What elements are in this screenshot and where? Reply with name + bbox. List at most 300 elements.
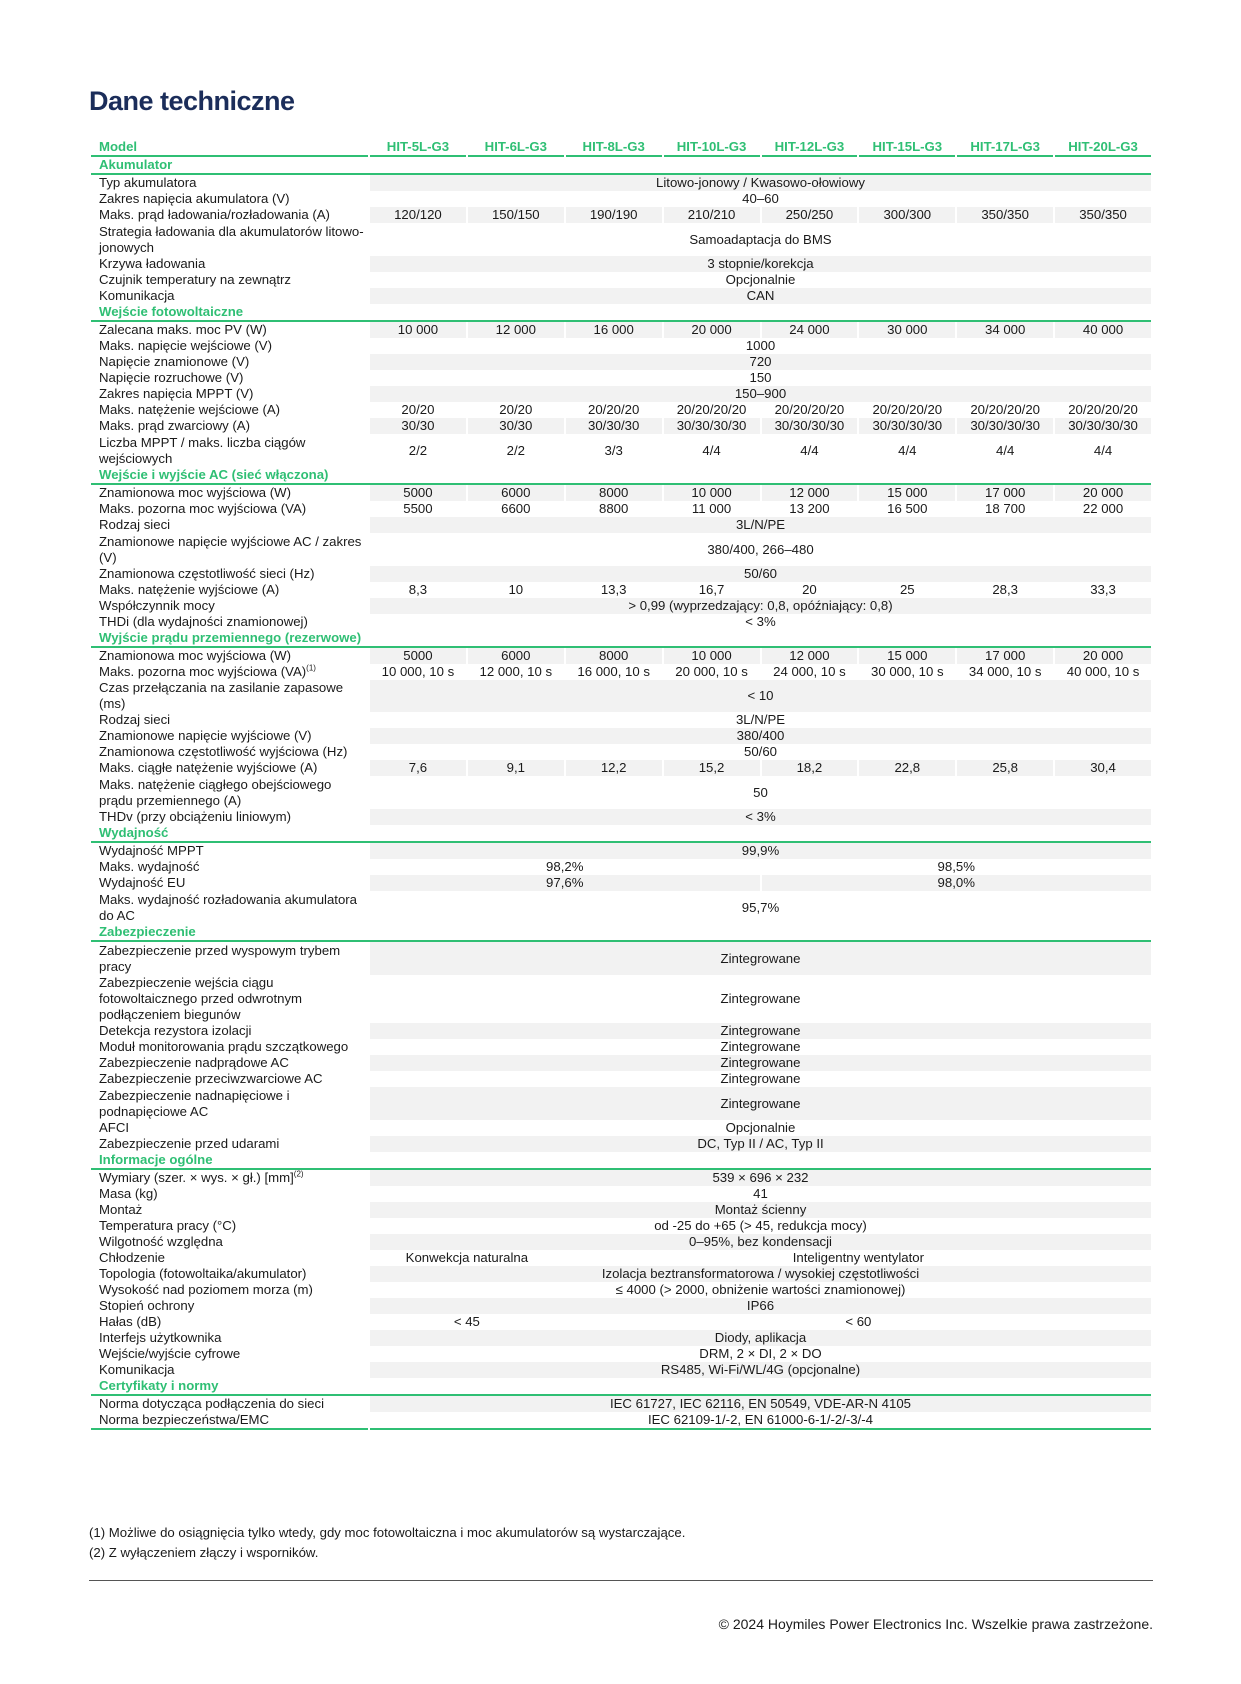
value-cell: 18 700 bbox=[957, 501, 1053, 517]
value-cell: 4/4 bbox=[957, 434, 1053, 467]
value-cell: 16 000 bbox=[566, 322, 662, 338]
value-cell: 20/20/20/20 bbox=[664, 402, 760, 418]
row-label-text: Maks. ciągłe natężenie wyjściowe (A) bbox=[99, 760, 318, 775]
row-label-text: Krzywa ładowania bbox=[99, 256, 206, 271]
value-cell: 12,2 bbox=[566, 760, 662, 776]
table-row bbox=[91, 256, 1151, 272]
value-cell: Zintegrowane bbox=[370, 975, 1151, 1023]
value-cell: 22 000 bbox=[1055, 501, 1151, 517]
row-label bbox=[91, 175, 368, 191]
value-cell: 34 000, 10 s bbox=[957, 664, 1053, 680]
row-label bbox=[91, 517, 368, 533]
value-cell: 8000 bbox=[566, 485, 662, 501]
value-cell: 350/350 bbox=[1055, 207, 1151, 223]
row-label-text: Maks. pozorna moc wyjściowa (VA) bbox=[99, 664, 307, 679]
value-cell: 98,5% bbox=[762, 859, 1152, 875]
value-cell: < 45 bbox=[370, 1314, 564, 1330]
row-label-text: Temperatura pracy (°C) bbox=[99, 1218, 237, 1233]
row-label-text: Norma dotycząca podłączenia do sieci bbox=[99, 1396, 325, 1411]
value-cell: 40 000 bbox=[1055, 322, 1151, 338]
value-cell: 24 000 bbox=[762, 322, 858, 338]
footnote: (1) Możliwe do osiągnięcia tylko wtedy, gdy moc fotowoltaiczna i moc akumulatorów są wystarczające. bbox=[89, 1525, 686, 1540]
row-label bbox=[91, 272, 368, 288]
row-label-text: Znamionowe napięcie wyjściowe (V) bbox=[99, 728, 312, 743]
value-cell: 30/30/30/30 bbox=[957, 418, 1053, 434]
value-cell: 15 000 bbox=[859, 485, 955, 501]
table-row bbox=[91, 338, 1151, 354]
value-cell: 720 bbox=[370, 354, 1151, 370]
row-label-text: Strategia ładowania dla akumulatorów litowo-jonowych bbox=[99, 223, 364, 255]
value-cell: CAN bbox=[370, 288, 1151, 304]
value-cell: > 0,99 (wyprzedzający: 0,8, opóźniający: 0,8) bbox=[370, 598, 1151, 614]
table-row bbox=[91, 370, 1151, 386]
row-label bbox=[91, 386, 368, 402]
value-cell: 539 × 696 × 232 bbox=[370, 1170, 1151, 1186]
value-cell: 3/3 bbox=[566, 434, 662, 467]
row-label bbox=[91, 1055, 368, 1071]
value-cell: 17 000 bbox=[957, 648, 1053, 664]
row-label bbox=[91, 760, 368, 776]
value-cell: 8000 bbox=[566, 648, 662, 664]
section-title: Wydajność bbox=[91, 825, 1151, 843]
value-cell: 13 200 bbox=[762, 501, 858, 517]
row-label bbox=[91, 354, 368, 370]
row-label-text: Moduł monitorowania prądu szczątkowego bbox=[99, 1039, 349, 1054]
row-label bbox=[91, 533, 368, 566]
value-cell: Zintegrowane bbox=[370, 1087, 1151, 1120]
row-label bbox=[91, 402, 368, 418]
table-row bbox=[91, 1346, 1151, 1362]
model-name: HIT-12L-G3 bbox=[762, 138, 858, 157]
value-cell: 5500 bbox=[370, 501, 466, 517]
value-cell: 16 000, 10 s bbox=[566, 664, 662, 680]
row-label bbox=[91, 942, 368, 975]
row-label bbox=[91, 648, 368, 664]
row-label-text: Zabezpieczenie przed wyspowym trybem pracy bbox=[99, 942, 341, 974]
value-cell: DRM, 2 × DI, 2 × DO bbox=[370, 1346, 1151, 1362]
value-cell: 9,1 bbox=[468, 760, 564, 776]
value-cell: 4/4 bbox=[1055, 434, 1151, 467]
section-title: Wyjście prądu przemiennego (rezerwowe) bbox=[91, 630, 1151, 648]
value-cell: 95,7% bbox=[370, 891, 1151, 924]
section-header-row bbox=[91, 1378, 1151, 1396]
value-cell: IEC 62109-1/-2, EN 61000-6-1/-2/-3/-4 bbox=[370, 1412, 1151, 1430]
value-cell: 350/350 bbox=[957, 207, 1053, 223]
value-cell: 2/2 bbox=[468, 434, 564, 467]
value-cell: RS485, Wi-Fi/WL/4G (opcjonalne) bbox=[370, 1362, 1151, 1378]
section-title: Certyfikaty i normy bbox=[91, 1378, 1151, 1396]
value-cell: 2/2 bbox=[370, 434, 466, 467]
value-cell: 30/30 bbox=[370, 418, 466, 434]
footnote-marker: (1) bbox=[306, 663, 316, 673]
row-label-text: Liczba MPPT / maks. liczba ciągów wejściowych bbox=[99, 434, 306, 466]
footnote-marker: (2) bbox=[293, 1169, 304, 1179]
row-label bbox=[91, 1039, 368, 1055]
row-label-text: Hałas (dB) bbox=[99, 1314, 162, 1329]
value-cell: 16 500 bbox=[859, 501, 955, 517]
row-label-text: Napięcie znamionowe (V) bbox=[99, 354, 250, 369]
value-cell: 12 000, 10 s bbox=[468, 664, 564, 680]
value-cell: < 3% bbox=[370, 809, 1151, 825]
section-title: Wejście fotowoltaiczne bbox=[91, 304, 1151, 322]
row-label bbox=[91, 975, 368, 1023]
value-cell: 40–60 bbox=[370, 191, 1151, 207]
table-row bbox=[91, 1202, 1151, 1218]
value-cell: 25,8 bbox=[957, 760, 1053, 776]
copyright-footer: © 2024 Hoymiles Power Electronics Inc. Wszelkie prawa zastrzeżone. bbox=[718, 1616, 1153, 1632]
section-title: Informacje ogólne bbox=[91, 1152, 1151, 1170]
table-row bbox=[91, 402, 1151, 418]
row-label-text: Topologia (fotowoltaika/akumulator) bbox=[99, 1266, 307, 1281]
row-label-text: Norma bezpieczeństwa/EMC bbox=[99, 1412, 270, 1427]
section-header-row bbox=[91, 630, 1151, 648]
row-label bbox=[91, 1330, 368, 1346]
value-cell: Opcjonalnie bbox=[370, 272, 1151, 288]
table-row bbox=[91, 598, 1151, 614]
value-cell: 10 000 bbox=[664, 485, 760, 501]
value-cell: 50/60 bbox=[370, 744, 1151, 760]
table-row bbox=[91, 207, 1151, 223]
footnotes bbox=[89, 1523, 685, 1563]
value-cell: IEC 61727, IEC 62116, EN 50549, VDE-AR-N 4105 bbox=[370, 1396, 1151, 1412]
row-label-text: Zabezpieczenie nadprądowe AC bbox=[99, 1055, 289, 1070]
value-cell: Inteligentny wentylator bbox=[566, 1250, 1151, 1266]
value-cell: Samoadaptacja do BMS bbox=[370, 223, 1151, 256]
row-label bbox=[91, 370, 368, 386]
section-title: Akumulator bbox=[91, 157, 1151, 175]
value-cell: Konwekcja naturalna bbox=[370, 1250, 564, 1266]
table-row bbox=[91, 533, 1151, 566]
table-row bbox=[91, 614, 1151, 630]
row-label bbox=[91, 256, 368, 272]
row-label bbox=[91, 1412, 368, 1430]
row-label-text: Znamionowa moc wyjściowa (W) bbox=[99, 648, 291, 663]
value-cell: 30 000 bbox=[859, 322, 955, 338]
row-label bbox=[91, 1314, 368, 1330]
row-label-text: Czas przełączania na zasilanie zapasowe (ms) bbox=[99, 680, 344, 711]
row-label bbox=[91, 582, 368, 598]
row-label-text: Znamionowe napięcie wyjściowe AC / zakres (V) bbox=[99, 533, 362, 565]
row-label-text: Komunikacja bbox=[99, 288, 175, 303]
value-cell: 6600 bbox=[468, 501, 564, 517]
footnote: (2) Z wyłączeniem złączy i wsporników. bbox=[89, 1545, 319, 1560]
row-label-text: THDi (dla wydajności znamionowej) bbox=[99, 614, 308, 629]
row-label-text: Znamionowa częstotliwość sieci (Hz) bbox=[99, 566, 315, 581]
table-row bbox=[91, 1039, 1151, 1055]
row-label bbox=[91, 1396, 368, 1412]
table-row bbox=[91, 1055, 1151, 1071]
value-cell: 380/400 bbox=[370, 728, 1151, 744]
value-cell: 98,0% bbox=[762, 875, 1152, 891]
table-row bbox=[91, 664, 1151, 680]
table-row bbox=[91, 566, 1151, 582]
value-cell: 20 bbox=[762, 582, 858, 598]
row-label bbox=[91, 1282, 368, 1298]
value-cell: 10 000 bbox=[370, 322, 466, 338]
row-label-text: Zabezpieczenie wejścia ciągu fotowoltaicznego przed odwrotnym podłączeniem biegunów bbox=[99, 975, 303, 1022]
table-row bbox=[91, 354, 1151, 370]
row-label bbox=[91, 614, 368, 630]
row-label bbox=[91, 566, 368, 582]
row-label bbox=[91, 1087, 368, 1120]
row-label bbox=[91, 418, 368, 434]
value-cell: 28,3 bbox=[957, 582, 1053, 598]
section-title: Wejście i wyjście AC (sieć włączona) bbox=[91, 467, 1151, 485]
section-title: Zabezpieczenie bbox=[91, 924, 1151, 942]
row-label bbox=[91, 501, 368, 517]
row-label bbox=[91, 744, 368, 760]
value-cell: 380/400, 266–480 bbox=[370, 533, 1151, 566]
value-cell: 50/60 bbox=[370, 566, 1151, 582]
value-cell: 20/20/20/20 bbox=[957, 402, 1053, 418]
row-label-text: Interfejs użytkownika bbox=[99, 1330, 222, 1345]
value-cell: 10 000 bbox=[664, 648, 760, 664]
row-label-text: Wilgotność względna bbox=[99, 1234, 223, 1249]
table-row bbox=[91, 582, 1151, 598]
row-label bbox=[91, 843, 368, 859]
value-cell: 250/250 bbox=[762, 207, 858, 223]
value-cell: 20 000 bbox=[1055, 485, 1151, 501]
value-cell: 4/4 bbox=[664, 434, 760, 467]
value-cell: 10 000, 10 s bbox=[370, 664, 466, 680]
table-row bbox=[91, 1186, 1151, 1202]
row-label bbox=[91, 1071, 368, 1087]
table-row bbox=[91, 843, 1151, 859]
row-label bbox=[91, 1120, 368, 1136]
row-label-text: Maks. napięcie wejściowe (V) bbox=[99, 338, 272, 353]
row-label bbox=[91, 859, 368, 875]
row-label-text: THDv (przy obciążeniu liniowym) bbox=[99, 809, 291, 824]
table-row bbox=[91, 1087, 1151, 1120]
value-cell: Opcjonalnie bbox=[370, 1120, 1151, 1136]
row-label bbox=[91, 1298, 368, 1314]
table-row bbox=[91, 1136, 1151, 1152]
table-row bbox=[91, 1330, 1151, 1346]
value-cell: 120/120 bbox=[370, 207, 466, 223]
value-cell: Zintegrowane bbox=[370, 942, 1151, 975]
row-label-text: AFCI bbox=[99, 1120, 130, 1135]
value-cell: 50 bbox=[370, 776, 1151, 809]
value-cell: 300/300 bbox=[859, 207, 955, 223]
table-row bbox=[91, 680, 1151, 712]
row-label-text: Rodzaj sieci bbox=[99, 517, 171, 532]
value-cell: Diody, aplikacja bbox=[370, 1330, 1151, 1346]
table-row bbox=[91, 1282, 1151, 1298]
value-cell: 30,4 bbox=[1055, 760, 1151, 776]
model-name: HIT-17L-G3 bbox=[957, 138, 1053, 157]
value-cell: 190/190 bbox=[566, 207, 662, 223]
row-label bbox=[91, 207, 368, 223]
value-cell: 25 bbox=[859, 582, 955, 598]
value-cell: 20/20/20 bbox=[566, 402, 662, 418]
row-label-text: Zakres napięcia MPPT (V) bbox=[99, 386, 254, 401]
row-label bbox=[91, 598, 368, 614]
value-cell: 150/150 bbox=[468, 207, 564, 223]
table-row bbox=[91, 809, 1151, 825]
value-cell: 16,7 bbox=[664, 582, 760, 598]
table-row bbox=[91, 1218, 1151, 1234]
value-cell: 30/30 bbox=[468, 418, 564, 434]
row-label bbox=[91, 664, 368, 680]
row-label-text: Montaż bbox=[99, 1202, 143, 1217]
value-cell: 15,2 bbox=[664, 760, 760, 776]
row-label bbox=[91, 1234, 368, 1250]
table-header-row bbox=[91, 138, 1151, 157]
row-label bbox=[91, 1170, 368, 1186]
value-cell: < 3% bbox=[370, 614, 1151, 630]
row-label bbox=[91, 1266, 368, 1282]
row-label-text: Detekcja rezystora izolacji bbox=[99, 1023, 252, 1038]
table-row bbox=[91, 1412, 1151, 1430]
table-row bbox=[91, 191, 1151, 207]
row-label-text: Znamionowa moc wyjściowa (W) bbox=[99, 485, 291, 500]
row-label-text: Zabezpieczenie przed udarami bbox=[99, 1136, 280, 1151]
spec-table-body bbox=[91, 138, 1151, 1430]
value-cell: 22,8 bbox=[859, 760, 955, 776]
row-label-text: Napięcie rozruchowe (V) bbox=[99, 370, 244, 385]
value-cell: 6000 bbox=[468, 648, 564, 664]
model-header: Model bbox=[91, 138, 368, 157]
table-row bbox=[91, 434, 1151, 467]
value-cell: Litowo-jonowy / Kwasowo-ołowiowy bbox=[370, 175, 1151, 191]
table-row bbox=[91, 1314, 1151, 1330]
value-cell: 18,2 bbox=[762, 760, 858, 776]
row-label-text: Znamionowa częstotliwość wyjściowa (Hz) bbox=[99, 744, 348, 759]
value-cell: 150–900 bbox=[370, 386, 1151, 402]
value-cell: 12 000 bbox=[468, 322, 564, 338]
value-cell: 20/20/20/20 bbox=[1055, 402, 1151, 418]
row-label bbox=[91, 485, 368, 501]
table-row bbox=[91, 418, 1151, 434]
value-cell: 12 000 bbox=[762, 485, 858, 501]
table-row bbox=[91, 859, 1151, 875]
section-header-row bbox=[91, 157, 1151, 175]
value-cell: Izolacja beztransformatorowa / wysokiej częstotliwości bbox=[370, 1266, 1151, 1282]
value-cell: od -25 do +65 (> 45, redukcja mocy) bbox=[370, 1218, 1151, 1234]
table-row bbox=[91, 517, 1151, 533]
value-cell: 20/20/20/20 bbox=[859, 402, 955, 418]
value-cell: 30/30/30/30 bbox=[859, 418, 955, 434]
table-row bbox=[91, 975, 1151, 1023]
table-row bbox=[91, 942, 1151, 975]
value-cell: 33,3 bbox=[1055, 582, 1151, 598]
value-cell: 20 000, 10 s bbox=[664, 664, 760, 680]
value-cell: 1000 bbox=[370, 338, 1151, 354]
value-cell: 41 bbox=[370, 1186, 1151, 1202]
value-cell: 11 000 bbox=[664, 501, 760, 517]
row-label bbox=[91, 1218, 368, 1234]
value-cell: 3 stopnie/korekcja bbox=[370, 256, 1151, 272]
table-row bbox=[91, 648, 1151, 664]
value-cell: 4/4 bbox=[859, 434, 955, 467]
value-cell: Zintegrowane bbox=[370, 1071, 1151, 1087]
table-row bbox=[91, 728, 1151, 744]
row-label bbox=[91, 891, 368, 924]
value-cell: 4/4 bbox=[762, 434, 858, 467]
value-cell: 20 000 bbox=[1055, 648, 1151, 664]
footer-divider bbox=[89, 1580, 1153, 1581]
table-row bbox=[91, 501, 1151, 517]
row-label-text: Współczynnik mocy bbox=[99, 598, 215, 613]
row-label bbox=[91, 875, 368, 891]
model-name: HIT-20L-G3 bbox=[1055, 138, 1151, 157]
value-cell: 7,6 bbox=[370, 760, 466, 776]
table-row bbox=[91, 1266, 1151, 1282]
value-cell: < 60 bbox=[566, 1314, 1151, 1330]
table-row bbox=[91, 1170, 1151, 1186]
row-label-text: Typ akumulatora bbox=[99, 175, 197, 190]
row-label-text: Zakres napięcia akumulatora (V) bbox=[99, 191, 290, 206]
row-label bbox=[91, 1023, 368, 1039]
row-label-text: Komunikacja bbox=[99, 1362, 175, 1377]
value-cell: 8,3 bbox=[370, 582, 466, 598]
row-label bbox=[91, 776, 368, 809]
value-cell: 30 000, 10 s bbox=[859, 664, 955, 680]
table-row bbox=[91, 1071, 1151, 1087]
table-row bbox=[91, 1234, 1151, 1250]
section-header-row bbox=[91, 924, 1151, 942]
spec-table bbox=[89, 138, 1153, 1430]
row-label bbox=[91, 728, 368, 744]
value-cell: 5000 bbox=[370, 648, 466, 664]
value-cell: IP66 bbox=[370, 1298, 1151, 1314]
row-label bbox=[91, 809, 368, 825]
table-row bbox=[91, 1396, 1151, 1412]
table-row bbox=[91, 322, 1151, 338]
value-cell: DC, Typ II / AC, Typ II bbox=[370, 1136, 1151, 1152]
row-label bbox=[91, 1202, 368, 1218]
row-label bbox=[91, 1136, 368, 1152]
value-cell: Zintegrowane bbox=[370, 1023, 1151, 1039]
row-label-text: Maks. pozorna moc wyjściowa (VA) bbox=[99, 501, 307, 516]
row-label bbox=[91, 338, 368, 354]
table-row bbox=[91, 776, 1151, 809]
row-label-text: Stopień ochrony bbox=[99, 1298, 195, 1313]
section-header-row bbox=[91, 825, 1151, 843]
value-cell: 98,2% bbox=[370, 859, 760, 875]
value-cell: Zintegrowane bbox=[370, 1039, 1151, 1055]
value-cell: 97,6% bbox=[370, 875, 760, 891]
row-label bbox=[91, 1362, 368, 1378]
row-label-text: Maks. natężenie wyjściowe (A) bbox=[99, 582, 280, 597]
row-label bbox=[91, 288, 368, 304]
row-label-text: Maks. wydajność rozładowania akumulatora do AC bbox=[99, 891, 358, 923]
value-cell: 210/210 bbox=[664, 207, 760, 223]
row-label bbox=[91, 712, 368, 728]
row-label-text: Maks. wydajność bbox=[99, 859, 200, 874]
row-label-text: Maks. natężenie ciągłego obejściowego prądu przemiennego (A) bbox=[99, 776, 332, 808]
value-cell: Zintegrowane bbox=[370, 1055, 1151, 1071]
value-cell: Montaż ścienny bbox=[370, 1202, 1151, 1218]
value-cell: 3L/N/PE bbox=[370, 712, 1151, 728]
value-cell: 12 000 bbox=[762, 648, 858, 664]
value-cell: 20/20 bbox=[370, 402, 466, 418]
table-row bbox=[91, 1298, 1151, 1314]
row-label bbox=[91, 680, 368, 712]
value-cell: 40 000, 10 s bbox=[1055, 664, 1151, 680]
row-label-text: Wydajność MPPT bbox=[99, 843, 204, 858]
model-name: HIT-5L-G3 bbox=[370, 138, 466, 157]
section-header-row bbox=[91, 304, 1151, 322]
row-label-text: Wysokość nad poziomem morza (m) bbox=[99, 1282, 313, 1297]
value-cell: 13,3 bbox=[566, 582, 662, 598]
value-cell: 20 000 bbox=[664, 322, 760, 338]
value-cell: ≤ 4000 (> 2000, obniżenie wartości znamionowej) bbox=[370, 1282, 1151, 1298]
row-label-text: Czujnik temperatury na zewnątrz bbox=[99, 272, 292, 287]
row-label bbox=[91, 1250, 368, 1266]
value-cell: 30/30/30 bbox=[566, 418, 662, 434]
table-row bbox=[91, 223, 1151, 256]
